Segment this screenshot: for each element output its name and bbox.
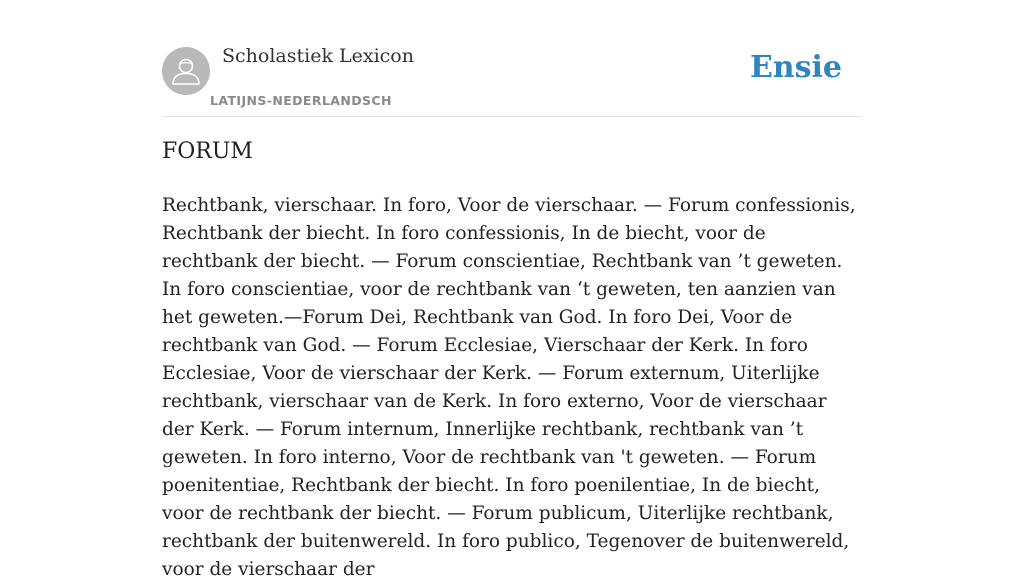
lexicon-title[interactable]: Scholastiek Lexicon xyxy=(222,45,414,67)
lexicon-avatar[interactable] xyxy=(162,47,210,95)
ensie-logo[interactable]: Ensie xyxy=(749,50,842,85)
lexicon-header xyxy=(162,0,862,117)
entry-term: FORUM xyxy=(162,139,253,164)
user-icon xyxy=(162,47,210,95)
entry-definition: Rechtbank, vierschaar. In foro, Voor de vierschaar. — Forum confessionis, Rechtbank der biecht. In foro confessionis, In de biecht, voor de rechtbank der biecht. — Forum conscientiae, Rechtbank van ’t geweten. In foro conscientiae, voor de rechtbank van ‘t geweten, ten aanzien van het geweten.—Forum Dei, Rechtbank van God. In foro Dei, Voor de rechtbank van God. — Forum Ecclesiae, Vierschaar der Kerk. In foro Ecclesiae, Voor de vierschaar der Kerk. — Forum externum, Uiterlijke rechtbank, vierschaar van de Kerk. In foro externo, Voor de vierschaar der Kerk. — Forum internum, Innerlijke rechtbank, rechtbank van ’t geweten. In foro interno, Voor de rechtbank van 't geweten. — Forum poenitentiae, Rechtbank der biecht. In foro poenilentiae, In de biecht, voor de rechtbank der biecht. — Forum publicum, Uiterlijke rechtbank, rechtbank der buitenwereld. In foro publico, Tegenover de buitenwereld, voor de vierschaar der xyxy=(162,195,856,580)
lexicon-subtitle: LATIJNS-NEDERLANDSCH xyxy=(210,93,392,108)
